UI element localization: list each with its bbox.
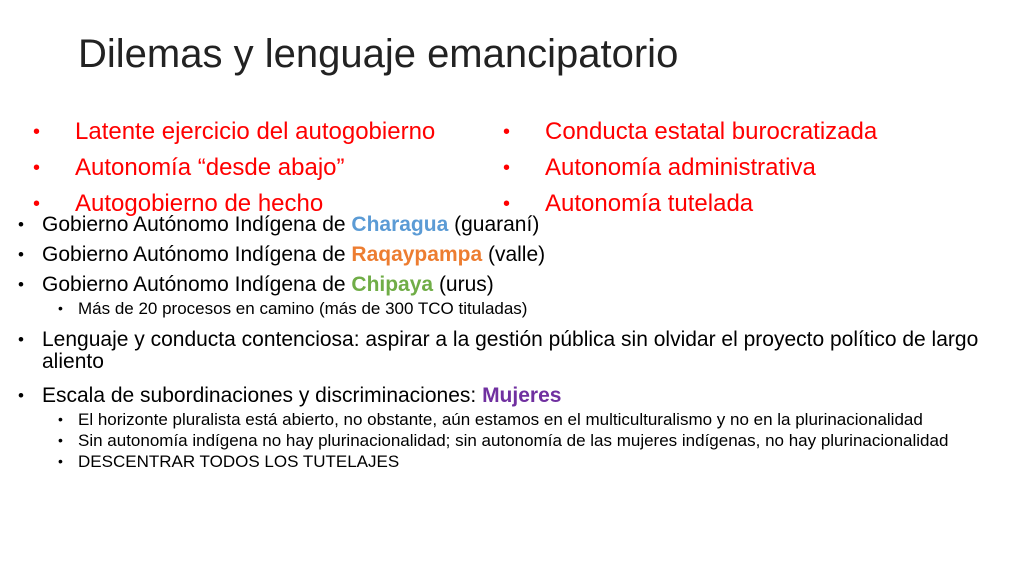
- lenguaje-text: Lenguaje y conducta contenciosa: aspirar a la gestión pública sin olvidar el proyecto político de largo aliento: [42, 328, 979, 373]
- gobierno-suffix: (valle): [482, 243, 546, 266]
- body-bullet-list: [18, 214, 1008, 478]
- escala-sub-item: [18, 453, 1008, 470]
- gobierno-item: [18, 244, 1008, 266]
- bullet-icon: •: [503, 157, 511, 179]
- list-item: [503, 114, 877, 150]
- escala-sub-text: El horizonte pluralista está abierto, no obstante, aún estamos en el multiculturalismo y no en la plurinacionalidad: [78, 410, 923, 429]
- gobierno-item: [18, 274, 1008, 296]
- left-item-text: Latente ejercicio del autogobierno: [75, 118, 436, 145]
- escala-highlight-mujeres: Mujeres: [482, 384, 562, 407]
- list-item: [33, 114, 435, 150]
- gobierno-name-raqaypampa: Raqaypampa: [351, 243, 483, 266]
- bullet-icon: •: [18, 215, 24, 234]
- bullet-icon: •: [33, 121, 41, 143]
- procesos-note: [18, 300, 1008, 317]
- left-item-text: Autogobierno de hecho: [75, 190, 324, 217]
- list-item: [503, 150, 877, 186]
- escala-sub-text: Sin autonomía indígena no hay plurinacionalidad; sin autonomía de las mujeres indígenas, no hay plurinacionalidad: [78, 431, 949, 450]
- bullet-icon: •: [58, 411, 63, 427]
- escala-sub-item: [18, 411, 1008, 428]
- bullet-icon: •: [33, 157, 41, 179]
- bullet-icon: •: [503, 193, 511, 215]
- right-item-text: Autonomía administrativa: [545, 154, 816, 181]
- bullet-icon: •: [58, 453, 63, 469]
- lenguaje-item: [18, 329, 1008, 373]
- bullet-icon: •: [18, 330, 24, 349]
- right-column-list: [503, 114, 877, 222]
- escala-prefix: Escala de subordinaciones y discriminaciones:: [42, 384, 483, 407]
- gobierno-prefix: Gobierno Autónomo Indígena de: [42, 243, 352, 266]
- gobierno-suffix: (guaraní): [448, 213, 540, 236]
- list-item: [33, 150, 435, 186]
- right-item-text: Autonomía tutelada: [545, 190, 754, 217]
- gobierno-item: [18, 214, 1008, 236]
- gobierno-prefix: Gobierno Autónomo Indígena de: [42, 213, 352, 236]
- bullet-icon: •: [58, 432, 63, 448]
- slide-title: Dilemas y lenguaje emancipatorio: [78, 32, 679, 76]
- escala-item: [18, 385, 1008, 407]
- bullet-icon: •: [18, 275, 24, 294]
- procesos-note-text: Más de 20 procesos en camino (más de 300 TCO tituladas): [78, 299, 528, 318]
- gobierno-suffix: (urus): [433, 273, 494, 296]
- escala-sub-text: DESCENTRAR TODOS LOS TUTELAJES: [78, 452, 400, 471]
- bullet-icon: •: [58, 300, 63, 316]
- bullet-icon: •: [18, 245, 24, 264]
- gobierno-prefix: Gobierno Autónomo Indígena de: [42, 273, 352, 296]
- bullet-icon: •: [503, 121, 511, 143]
- bullet-icon: •: [18, 386, 24, 405]
- gobierno-name-charagua: Charagua: [351, 213, 449, 236]
- right-item-text: Conducta estatal burocratizada: [545, 118, 878, 145]
- left-column-list: [33, 114, 435, 222]
- left-item-text: Autonomía “desde abajo”: [75, 154, 345, 181]
- bullet-icon: •: [33, 193, 41, 215]
- gobierno-name-chipaya: Chipaya: [351, 273, 434, 296]
- escala-sub-item: [18, 432, 1008, 449]
